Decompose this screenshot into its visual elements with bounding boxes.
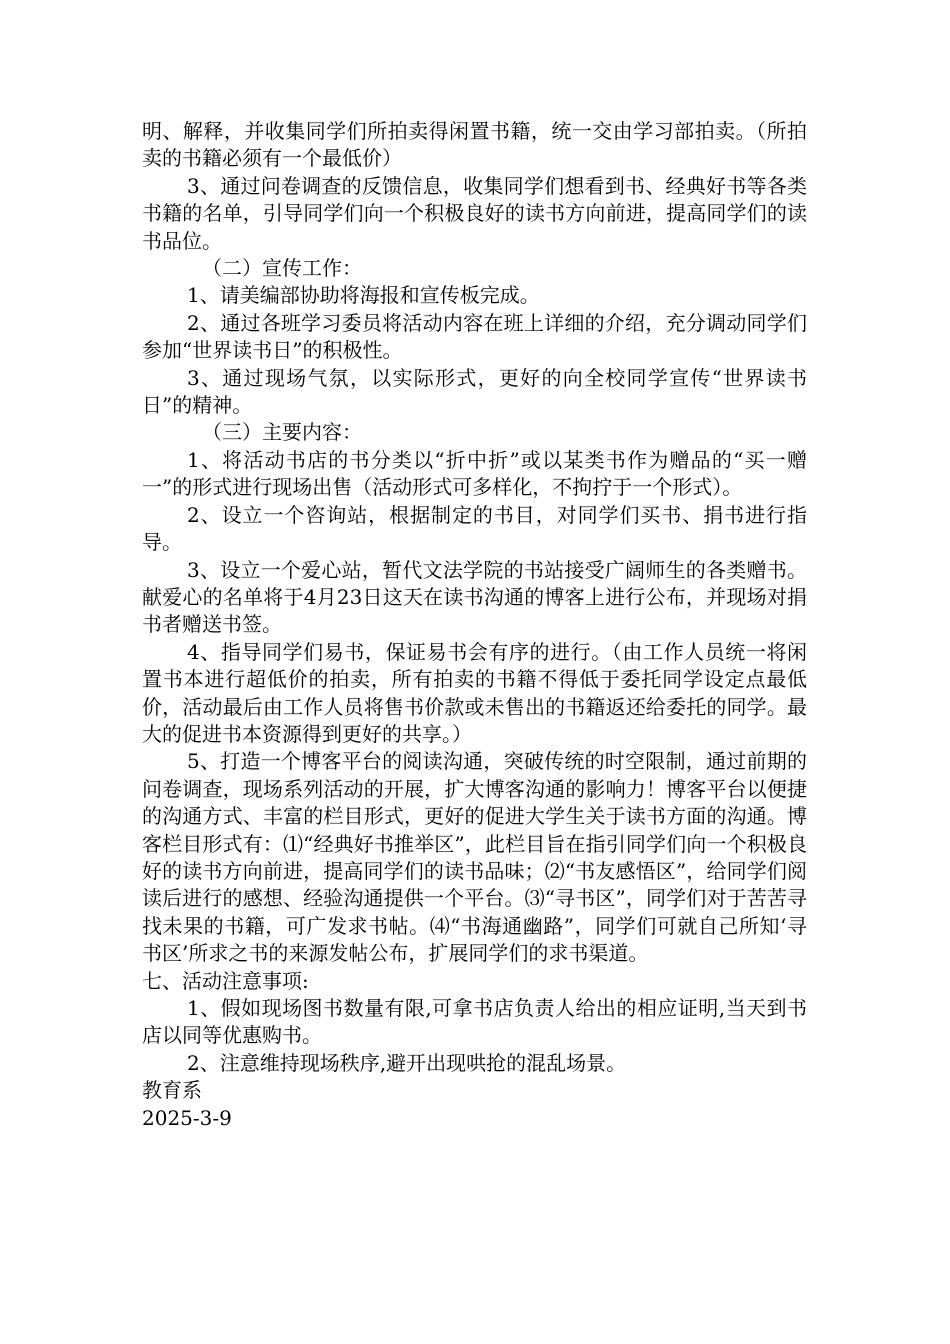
section-heading-notes: 七、活动注意事项: bbox=[142, 968, 309, 993]
paragraph-10: 4、指导同学们易书，保证易书会有序的进行。（由工作人员统一将闲置书本进行超低价的拍卖，所有拍卖的书籍不得低于委托同学设定点最低价，活动最后由工作人员将售书价款或未售出的书籍返还给委托的同学。最大的促进书本资源得到更好的共享。） bbox=[142, 639, 807, 746]
paragraph-0: 明、解释，并收集同学们所拍卖得闲置书籍，统一交由学习部拍卖。（所拍卖的书籍必须有一个最低价） bbox=[142, 119, 807, 171]
section-heading-main-content: （三）主要内容： bbox=[202, 420, 362, 445]
section-heading-publicity: （二）宣传工作： bbox=[202, 256, 362, 281]
signature-department: 教育系 bbox=[142, 1078, 202, 1103]
paragraph-13: 1、假如现场图书数量有限,可拿书店负责人给出的相应证明,当天到书店以同等优惠购书。 bbox=[142, 996, 807, 1048]
paragraph-8: 2、设立一个咨询站，根据制定的书目，对同学们买书、捐书进行指导。 bbox=[142, 502, 807, 555]
paragraph-7: 1、将活动书店的书分类以“折中折”或以某类书作为赠品的“买一赠一”的形式进行现场出售（活动形式可多样化，不拘拧于一个形式）。 bbox=[142, 447, 807, 500]
signature-date: 2025-3-9 bbox=[142, 1105, 232, 1130]
paragraph-5: 3、通过现场气氛，以实际形式，更好的向全校同学宣传“世界读书日”的精神。 bbox=[142, 365, 807, 418]
paragraph-11: 5、打造一个博客平台的阅读沟通，突破传统的时空限制，通过前期的问卷调查，现场系列活动的开展，扩大博客沟通的影响力！博客平台以便捷的沟通方式、丰富的栏目形式，更好的促进大学生关于读书方面的沟通。博客栏目形式有：⑴“经典好书推举区”，此栏目旨在指引同学们向一个积极良好的读书方向前进，提高同学们的读书品味；⑵“书友感悟区”，给同学们阅读后进行的感想、经验沟通提供一个平台。⑶“寻书区”，同学们对于苦苦寻找未果的书籍，可广发求书帖。⑷“书海通幽路”，同学们可就自己所知‘寻书区’所求之书的来源发帖公布，扩展同学们的求书渠道。 bbox=[142, 749, 807, 966]
paragraph-9: 3、设立一个爱心站，暂代文法学院的书站接受广阔师生的各类赠书。献爱心的名单将于4月23日这天在读书沟通的博客上进行公布，并现场对捐书者赠送书签。 bbox=[142, 557, 807, 637]
paragraph-1: 3、通过问卷调查的反馈信息，收集同学们想看到书、经典好书等各类书籍的名单，引导同学们向一个积极良好的读书方向前进，提高同学们的读书品位。 bbox=[142, 173, 807, 253]
paragraph-14: 2、注意维持现场秩序,避开出现哄抢的混乱场景。 bbox=[187, 1050, 627, 1075]
document-page bbox=[142, 118, 807, 1132]
paragraph-4: 2、通过各班学习委员将活动内容在班上详细的介绍，充分调动同学们参加“世界读书日”的积极性。 bbox=[142, 310, 807, 363]
paragraph-3: 1、请美编部协助将海报和宣传板完成。 bbox=[187, 283, 540, 308]
